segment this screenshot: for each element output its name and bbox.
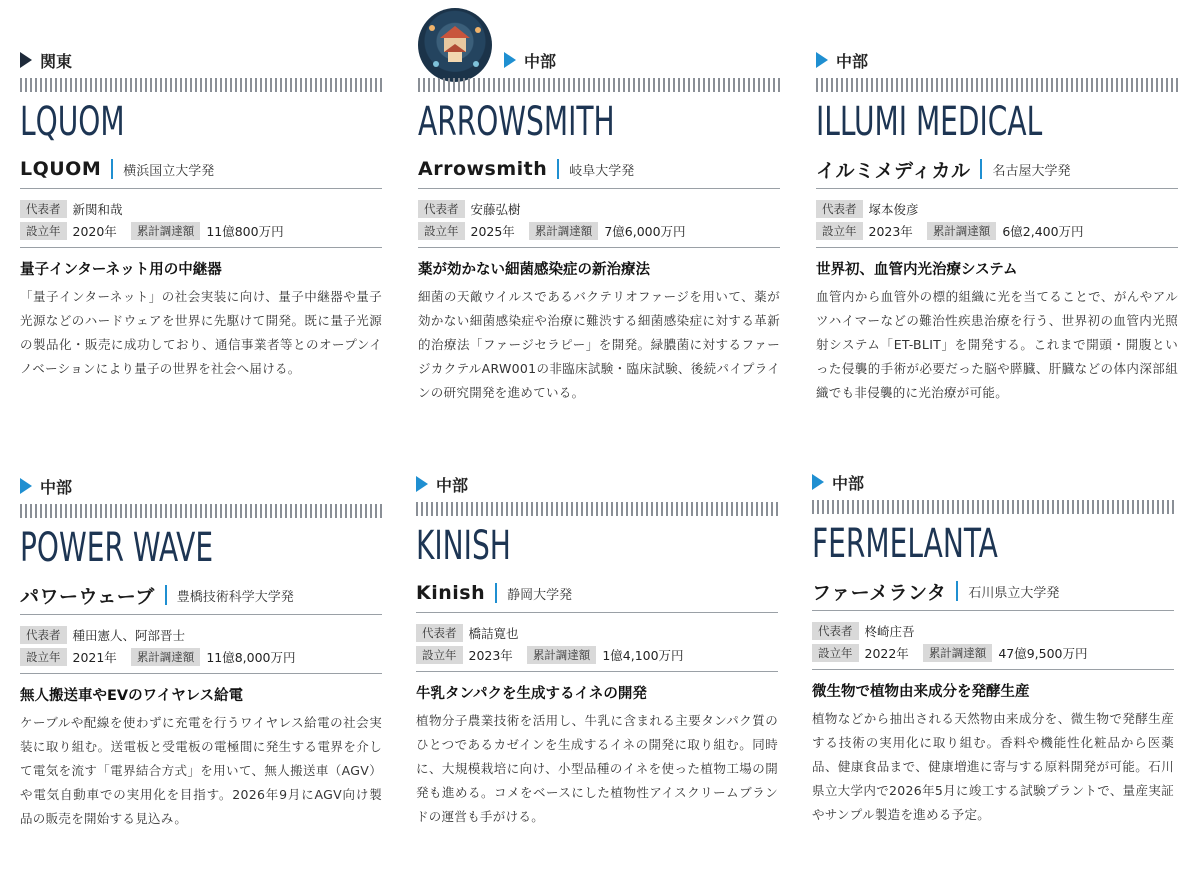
- founded-value: 2022年: [864, 646, 909, 661]
- company-name: パワーウェーブ: [20, 585, 155, 608]
- university-origin: 岐阜大学発: [569, 163, 635, 179]
- company-card-lquom: [20, 48, 382, 381]
- company-card-illumi-medical: [816, 48, 1178, 405]
- founded-tag: 設立年: [418, 222, 465, 240]
- card-description: ケーブルや配線を使わずに充電を行うワイヤレス給電の社会実装に取り組む。送電板と受電板の電極間に発生する電界を介して電気を流す「電界結合方式」を用いて、無人搬送車（AGV）や電気自動車での実用化を目指す。2026年9月にAGV向け製品の販売を開始する見込み。: [20, 715, 382, 826]
- funding-value: 7億6,000万円: [604, 224, 686, 239]
- region-label: [418, 48, 780, 72]
- company-name: LQUOM: [20, 158, 102, 180]
- tick-divider: [812, 500, 1174, 514]
- triangle-marker-icon: [20, 52, 32, 68]
- founded-tag: 設立年: [20, 222, 67, 240]
- funding-tag: 累計調達額: [131, 222, 201, 240]
- company-meta: [812, 621, 1174, 663]
- funding-tag: 累計調達額: [923, 644, 993, 662]
- funding-tag: 累計調達額: [131, 648, 201, 666]
- company-logo-text: ARROWSMITH: [418, 99, 615, 145]
- region-label: [20, 48, 382, 72]
- representative-tag: 代表者: [816, 200, 863, 218]
- name-separator: [980, 159, 982, 179]
- tick-divider: [20, 78, 382, 92]
- representative-value: 新関和哉: [72, 202, 123, 217]
- triangle-marker-icon: [20, 478, 32, 494]
- company-meta: [20, 625, 382, 667]
- company-name-row: [416, 578, 778, 613]
- card-headline: 世界初、血管内光治療システム: [816, 262, 1018, 278]
- company-name: Kinish: [416, 582, 486, 604]
- funding-tag: 累計調達額: [927, 222, 997, 240]
- university-origin: 石川県立大学発: [968, 585, 1060, 601]
- region-name: 関東: [40, 51, 73, 71]
- tick-divider: [416, 502, 778, 516]
- region-name: 中部: [436, 475, 469, 495]
- company-meta: [20, 199, 382, 241]
- company-card-arrowsmith: [418, 48, 780, 405]
- card-description: 植物などから抽出される天然物由来成分を、微生物で発酵生産する技術の実用化に取り組む。香料や機能性化粧品から医薬品、健康食品まで、健康増進に寄与する原料開発が可能。石川県立大学内で2026年5月に竣工する試験プラントで、量産実証やサンプル製造を進める予定。: [812, 711, 1174, 822]
- tick-divider: [418, 78, 780, 92]
- representative-value: 塚本俊彦: [868, 202, 919, 217]
- section-divider: [20, 247, 382, 248]
- name-separator: [165, 585, 167, 605]
- triangle-marker-icon: [812, 474, 824, 490]
- funding-value: 1億4,100万円: [602, 648, 684, 663]
- founded-tag: 設立年: [816, 222, 863, 240]
- company-logo-text: ILLUMI MEDICAL: [816, 99, 1043, 145]
- triangle-marker-icon: [816, 52, 828, 68]
- region-label: [416, 472, 778, 496]
- company-meta: [816, 199, 1178, 241]
- card-description: 細菌の天敵ウイルスであるバクテリオファージを用いて、薬が効かない細菌感染症や治療に難渋する細菌感染症に対する革新的治療法「ファージセラピー」を開発。緑膿菌に対するファージカクテルARW001の非臨床試験・臨床試験、後続パイプラインの研究開発を進めている。: [418, 289, 780, 400]
- company-meta: [416, 623, 778, 665]
- card-headline: 薬が効かない細菌感染症の新治療法: [418, 262, 650, 278]
- founded-value: 2023年: [868, 224, 913, 239]
- section-divider: [416, 671, 778, 672]
- funding-tag: 累計調達額: [527, 646, 597, 664]
- section-divider: [816, 247, 1178, 248]
- region-name: 中部: [832, 473, 865, 493]
- founded-tag: 設立年: [416, 646, 463, 664]
- representative-value: 橋詰寛也: [468, 626, 519, 641]
- name-separator: [557, 159, 559, 179]
- representative-value: 安藤弘樹: [470, 202, 521, 217]
- triangle-marker-icon: [504, 52, 516, 68]
- representative-tag: 代表者: [20, 626, 67, 644]
- section-divider: [418, 247, 780, 248]
- card-headline: 牛乳タンパクを生成するイネの開発: [416, 686, 647, 702]
- name-separator: [495, 583, 497, 603]
- section-divider: [812, 669, 1174, 670]
- region-name: 中部: [524, 51, 557, 71]
- company-card-power-wave: [20, 474, 382, 831]
- funding-tag: 累計調達額: [529, 222, 599, 240]
- company-name: イルミメディカル: [816, 159, 971, 182]
- card-description: 血管内から血管外の標的組織に光を当てることで、がんやアルツハイマーなどの難治性疾患治療を行う、世界初の血管内光照射システム「ET-BLIT」を開発する。これまで開頭・開腹といった侵襲的手術が必要だった脳や膵臓、肝臓などの体内深部組織でも非侵襲的に光治療が可能。: [816, 289, 1178, 400]
- card-headline: 無人搬送車やEVのワイヤレス給電: [20, 688, 244, 704]
- company-name-row: [418, 154, 780, 189]
- representative-tag: 代表者: [812, 622, 859, 640]
- university-origin: 静岡大学発: [507, 587, 573, 603]
- university-origin: 横浜国立大学発: [123, 163, 215, 179]
- founded-value: 2021年: [72, 650, 117, 665]
- company-name: ファーメランタ: [812, 581, 947, 604]
- region-name: 中部: [836, 51, 869, 71]
- founded-tag: 設立年: [812, 644, 859, 662]
- university-origin: 名古屋大学発: [992, 163, 1071, 179]
- company-logo-text: KINISH: [416, 523, 511, 569]
- tick-divider: [816, 78, 1178, 92]
- card-description: 植物分子農業技術を活用し、牛乳に含まれる主要タンパク質のひとつであるカゼインを生成するイネの開発に取り組む。同時に、大規模栽培に向け、小型品種のイネを使った植物工場の開発も進める。コメをベースにした植物性アイスクリームブランドの運営も手がける。: [416, 713, 778, 824]
- company-logo-text: POWER WAVE: [20, 525, 214, 571]
- company-meta: [418, 199, 780, 241]
- company-name: Arrowsmith: [418, 158, 548, 180]
- name-separator: [956, 581, 958, 601]
- representative-tag: 代表者: [416, 624, 463, 642]
- company-name-row: [816, 154, 1178, 189]
- triangle-marker-icon: [416, 476, 428, 492]
- representative-value: 柊崎庄吾: [864, 624, 915, 639]
- funding-value: 47億9,500万円: [998, 646, 1088, 661]
- funding-value: 11億8,000万円: [206, 650, 296, 665]
- representative-value: 種田憲人、阿部晋士: [72, 628, 186, 643]
- region-name: 中部: [40, 477, 73, 497]
- section-divider: [20, 673, 382, 674]
- region-label: [816, 48, 1178, 72]
- card-headline: 量子インターネット用の中継器: [20, 262, 222, 278]
- founded-value: 2020年: [72, 224, 117, 239]
- company-name-row: [20, 580, 382, 615]
- company-card-kinish: [416, 472, 778, 829]
- university-origin: 豊橋技術科学大学発: [176, 589, 294, 605]
- card-description: 「量子インターネット」の社会実装に向け、量子中継器や量子光源などのハードウェアを世界に先駆けて開発。既に量子光源の製品化・販売に成功しており、通信事業者等とのオープンイノベーションにより量子の世界を社会へ届ける。: [20, 289, 382, 376]
- name-separator: [111, 159, 113, 179]
- company-name-row: [812, 576, 1174, 611]
- company-card-fermelanta: [812, 470, 1174, 827]
- representative-tag: 代表者: [20, 200, 67, 218]
- company-logo-text: FERMELANTA: [812, 521, 998, 567]
- region-label: [812, 470, 1174, 494]
- tick-divider: [20, 504, 382, 518]
- founded-value: 2025年: [470, 224, 515, 239]
- representative-tag: 代表者: [418, 200, 465, 218]
- founded-value: 2023年: [468, 648, 513, 663]
- funding-value: 11億800万円: [206, 224, 284, 239]
- company-name-row: [20, 154, 382, 189]
- company-logo-text: LQUOM: [20, 99, 125, 145]
- funding-value: 6億2,400万円: [1002, 224, 1084, 239]
- card-headline: 微生物で植物由来成分を発酵生産: [812, 684, 1030, 700]
- region-label: [20, 474, 382, 498]
- founded-tag: 設立年: [20, 648, 67, 666]
